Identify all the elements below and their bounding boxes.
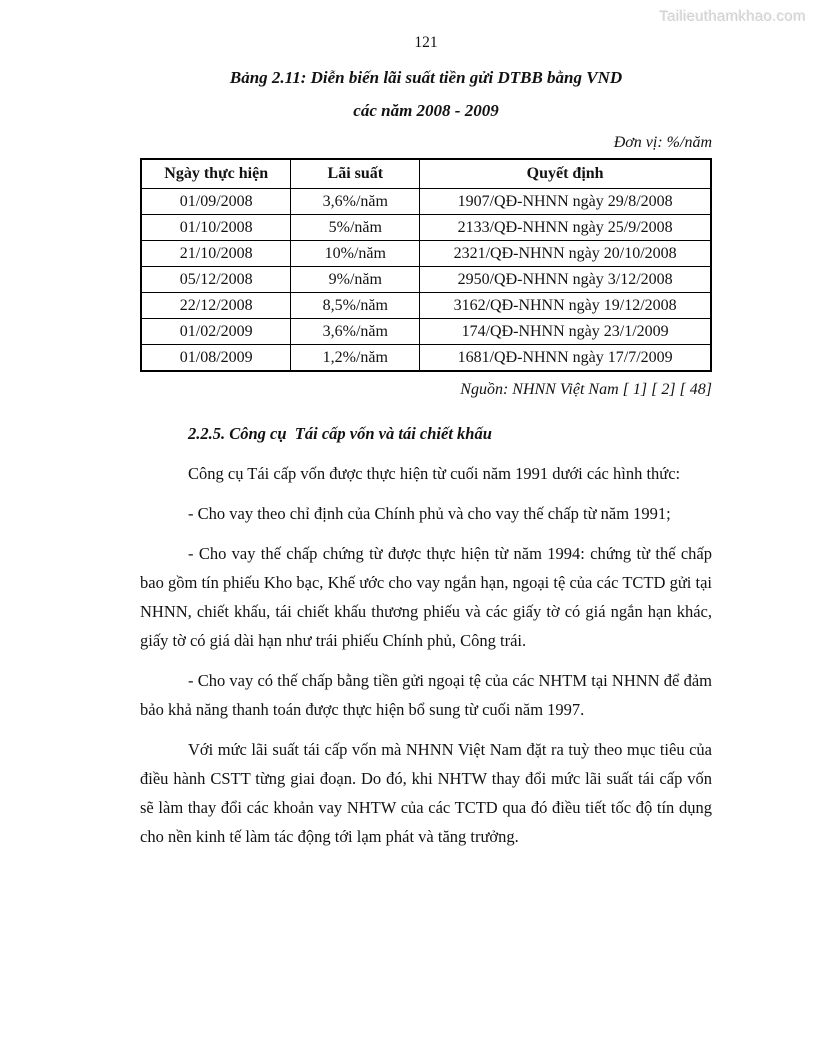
interest-rate-table <box>140 158 712 372</box>
table-row <box>141 241 711 267</box>
cell-date: 21/10/2008 <box>141 241 291 267</box>
cell-date: 01/10/2008 <box>141 215 291 241</box>
cell-rate: 8,5%/năm <box>291 293 420 319</box>
body-paragraph: - Cho vay có thế chấp bằng tiền gửi ngoại tệ của các NHTM tại NHNN để đảm bảo khả năng thanh toán được thực hiện bổ sung từ cuối năm 1997. <box>140 671 712 719</box>
table-row <box>141 189 711 215</box>
body-paragraph: Với mức lãi suất tái cấp vốn mà NHNN Việt Nam đặt ra tuỳ theo mục tiêu của điều hành CSTT từng giai đoạn. Do đó, khi NHTW thay đổi mức lãi suất tái cấp vốn sẽ làm thay đổi các khoản vay NHTW của các TCTD qua đó điều tiết tốc độ tín dụng cho nền kinh tế làm tác động tới lạm phát và tăng trưởng. <box>140 740 712 846</box>
page-number: 121 <box>414 34 438 51</box>
table-row <box>141 215 711 241</box>
source-note: Nguồn: NHNN Việt Nam [ 1] [ 2] [ 48] <box>460 381 712 398</box>
cell-date: 01/08/2009 <box>141 345 291 372</box>
body-paragraph: Công cụ Tái cấp vốn được thực hiện từ cuối năm 1991 dưới các hình thức: <box>188 464 681 483</box>
table-row <box>141 293 711 319</box>
header-cell-rate: Lãi suất <box>291 159 420 189</box>
page-content <box>140 0 712 851</box>
cell-decision: 174/QĐ-NHNN ngày 23/1/2009 <box>420 319 711 345</box>
header-cell-date: Ngày thực hiện <box>141 159 291 189</box>
cell-rate: 3,6%/năm <box>291 319 420 345</box>
table-caption <box>140 61 712 127</box>
cell-decision: 1907/QĐ-NHNN ngày 29/8/2008 <box>420 189 711 215</box>
table-caption-line2: các năm 2008 - 2009 <box>353 101 499 120</box>
cell-date: 22/12/2008 <box>141 293 291 319</box>
body-paragraph: - Cho vay thế chấp chứng từ được thực hiện từ năm 1994: chứng từ thế chấp bao gồm tín phiếu Kho bạc, Khế ước cho vay ngắn hạn, ngoại tệ của các TCTD gửi tại NHNN, chiết khấu, tái chiết khấu thương phiếu và các giấy tờ có giá ngắn hạn khác, giấy tờ có giá dài hạn như trái phiếu Chính phủ, Công trái. <box>140 544 712 650</box>
table-row <box>141 345 711 372</box>
header-cell-decision: Quyết định <box>420 159 711 189</box>
unit-note: Đơn vị: %/năm <box>613 134 712 151</box>
table-row <box>141 319 711 345</box>
cell-decision: 3162/QĐ-NHNN ngày 19/12/2008 <box>420 293 711 319</box>
cell-decision: 2950/QĐ-NHNN ngày 3/12/2008 <box>420 267 711 293</box>
cell-rate: 3,6%/năm <box>291 189 420 215</box>
cell-rate: 5%/năm <box>291 215 420 241</box>
table-caption-line1: Bảng 2.11: Diễn biến lãi suất tiền gửi DTBB bằng VND <box>229 68 623 87</box>
cell-rate: 9%/năm <box>291 267 420 293</box>
cell-decision: 2321/QĐ-NHNN ngày 20/10/2008 <box>420 241 711 267</box>
section-heading: 2.2.5. Công cụ Tái cấp vốn và tái chiết khấu <box>188 424 492 443</box>
table-row <box>141 267 711 293</box>
cell-decision: 2133/QĐ-NHNN ngày 25/9/2008 <box>420 215 711 241</box>
cell-rate: 10%/năm <box>291 241 420 267</box>
cell-decision: 1681/QĐ-NHNN ngày 17/7/2009 <box>420 345 711 372</box>
cell-date: 05/12/2008 <box>141 267 291 293</box>
body-paragraph: - Cho vay theo chỉ định của Chính phủ và cho vay thế chấp từ năm 1991; <box>188 504 671 523</box>
table-header-row <box>141 159 711 189</box>
cell-rate: 1,2%/năm <box>291 345 420 372</box>
site-watermark: Tailieuthamkhao.com <box>659 8 806 25</box>
cell-date: 01/09/2008 <box>141 189 291 215</box>
cell-date: 01/02/2009 <box>141 319 291 345</box>
